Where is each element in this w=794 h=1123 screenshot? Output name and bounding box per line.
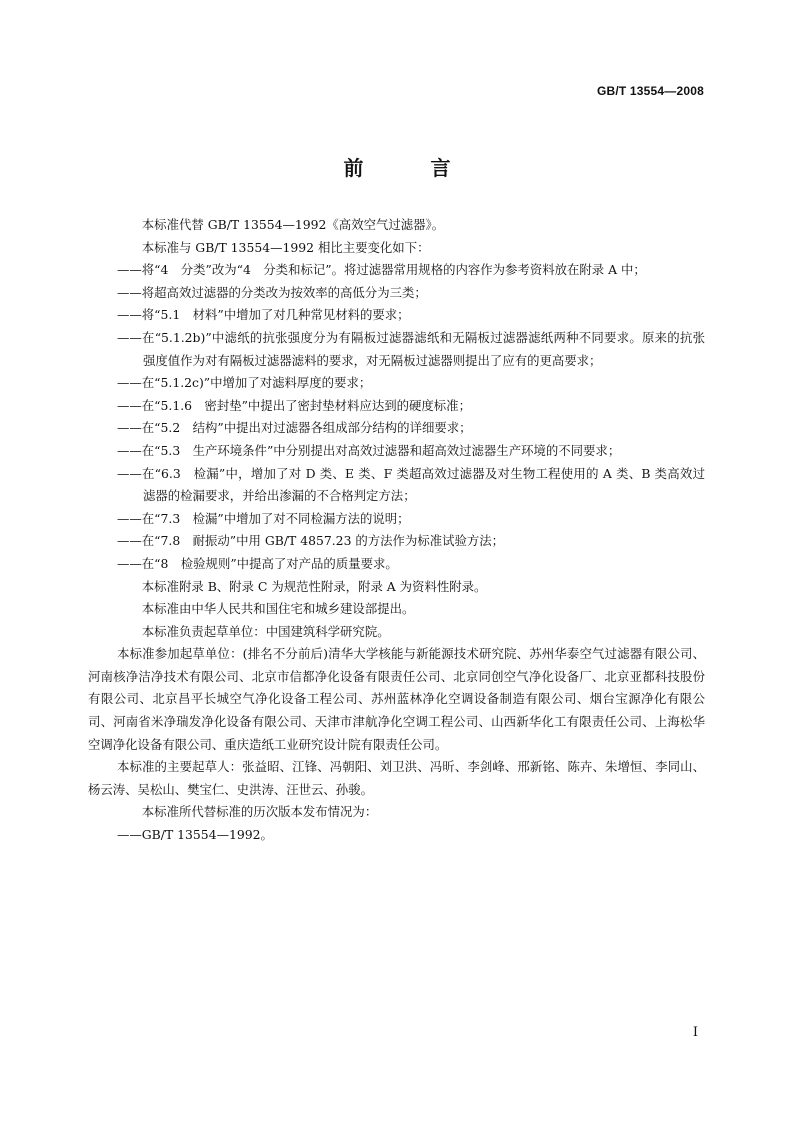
page-number: I: [692, 1025, 698, 1040]
list-item: ——将“4 分类”改为“4 分类和标记”。将过滤器常用规格的内容作为参考资料放在附录 A 中；: [117, 262, 646, 278]
list-item: ——在“8 检验规则”中提高了对产品的质量要求。: [117, 555, 398, 571]
history-item: ——GB/T 13554—1992。: [117, 827, 273, 843]
list-item: ——在“5.3 生产环境条件”中分别提出对高效过滤器和超高效过滤器生产环境的不同要求；: [117, 442, 621, 458]
participants-paragraph: 本标准参加起草单位：(排名不分前后)清华大学核能与新能源技术研究院、苏州华泰空气过滤器有限公司、河南核净洁净技术有限公司、北京市信都净化设备有限责任公司、北京同创空气净化设备厂、北京亚都科技股份有限公司、北京昌平长城空气净化设备工程公司、苏州蓝林净化空调设备制造有限公司、烟台宝源净化有限公司、河南省米净瑞发净化设备有限公司、天津市津航净化空调工程公司、山西新华化工有限责任公司、上海松华空调净化设备有限公司、重庆造纸工业研究设计院有限责任公司。: [88, 646, 705, 752]
list-item: ——在“6.3 检漏”中，增加了对 D 类、E 类、F 类超高效过滤器及对生物工程使用的 A 类、B 类高效过滤器的检漏要求，并给出渗漏的不合格判定方法；: [117, 465, 705, 504]
list-item: ——将超高效过滤器的分类改为按效率的高低分为三类；: [117, 284, 427, 300]
history-intro-paragraph: 本标准所代替标准的历次版本发布情况为：: [141, 804, 378, 820]
list-item: ——在“5.1.2c)”中增加了对滤料厚度的要求；: [117, 375, 372, 391]
standard-code: GB/T 13554—2008: [596, 84, 704, 98]
annex-paragraph: 本标准附录 B、附录 C 为规范性附录，附录 A 为资料性附录。: [141, 578, 487, 594]
intro-paragraph: 本标准与 GB/T 13554—1992 相比主要变化如下：: [141, 239, 430, 255]
changes-list: [117, 259, 705, 575]
list-item: ——在“7.3 检漏”中增加了对不同检漏方法的说明；: [117, 510, 410, 526]
intro-paragraph: 本标准代替 GB/T 13554—1992《高效空气过滤器》。: [141, 217, 445, 232]
list-item: ——在“5.1.6 密封垫”中提出了密封垫材料应达到的硬度标准；: [117, 397, 471, 413]
proposer-paragraph: 本标准由中华人民共和国住宅和城乡建设部提出。: [141, 601, 415, 617]
preface-body: [88, 214, 705, 847]
list-item: ——在“7.8 耐振动”中用 GB/T 4857.23 的方法作为标准试验方法；: [117, 533, 505, 549]
list-item: ——将“5.1 材料”中增加了对几种常见材料的要求；: [117, 307, 410, 323]
list-item: ——在“5.2 结构”中提出对过滤器各组成部分结构的详细要求；: [117, 420, 472, 436]
drafters-paragraph: 本标准的主要起草人：张益昭、江锋、冯朝阳、刘卫洪、冯昕、李剑峰、邢新铭、陈卉、朱增恒、李同山、杨云涛、吴松山、樊宝仁、史洪涛、汪世云、孙骏。: [88, 759, 705, 797]
lead-drafter-paragraph: 本标准负责起草单位：中国建筑科学研究院。: [141, 623, 390, 639]
list-item: ——在“5.1.2b)”中滤纸的抗张强度分为有隔板过滤器滤纸和无隔板过滤器滤纸两种不同要求。原来的抗张强度值作为对有隔板过滤器滤料的要求，对无隔板过滤器则提出了应有的更高要求；: [117, 329, 705, 368]
page-title: 前 言: [343, 156, 481, 180]
